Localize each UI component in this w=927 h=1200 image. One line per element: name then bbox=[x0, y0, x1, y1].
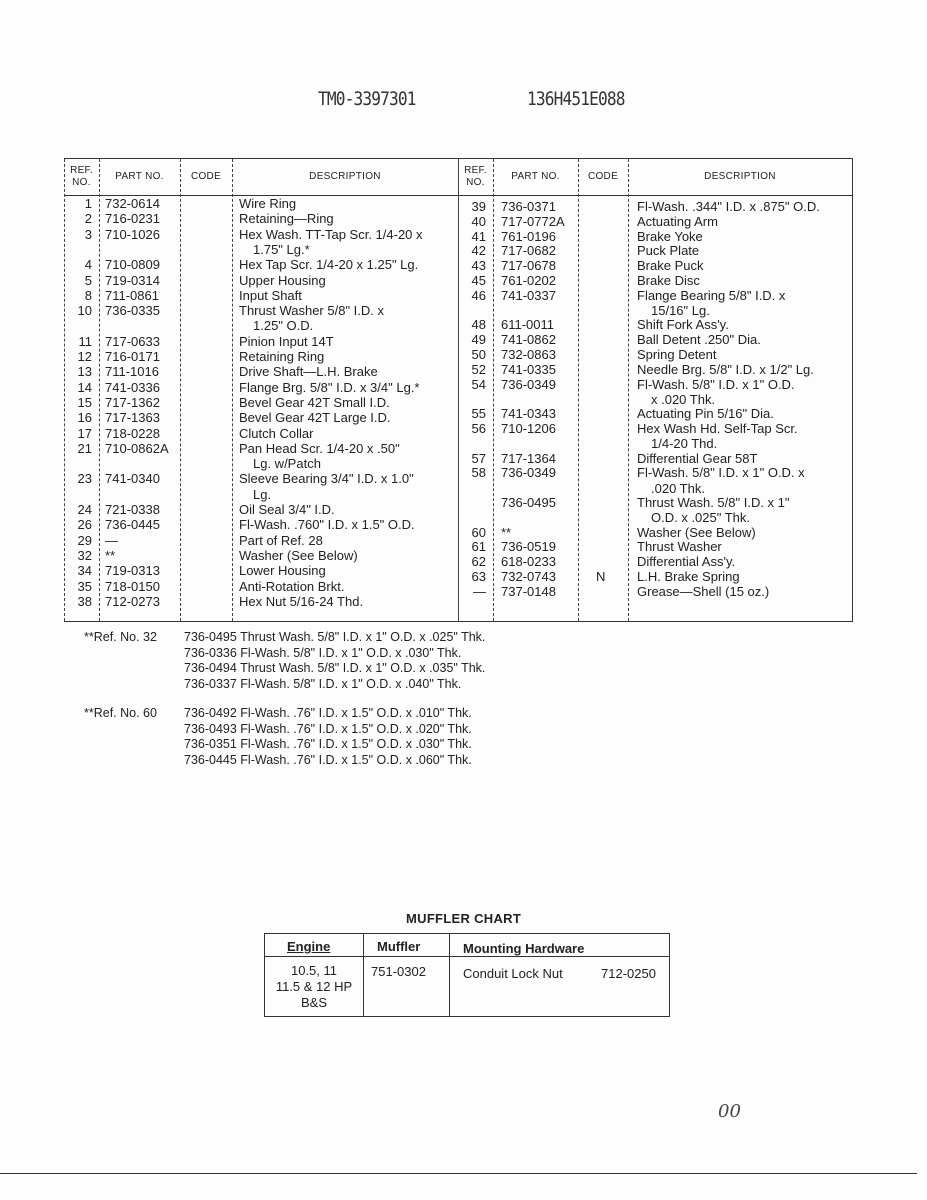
description-line: 15/16" Lg. bbox=[651, 303, 710, 318]
part-no: 717-1362 bbox=[105, 394, 160, 410]
ref-no: 57 bbox=[471, 450, 486, 466]
ref-no: 62 bbox=[471, 554, 486, 570]
ref-no: 55 bbox=[471, 406, 486, 422]
description-line: Input Shaft bbox=[239, 287, 302, 303]
description-line: Actuating Arm bbox=[637, 213, 718, 229]
ref-no: 21 bbox=[77, 440, 92, 456]
ref-no: 45 bbox=[471, 273, 486, 288]
description bbox=[239, 410, 391, 425]
ref-no: 16 bbox=[77, 410, 92, 426]
description bbox=[239, 273, 326, 288]
part-no: 736-0495 bbox=[501, 495, 556, 510]
description bbox=[239, 257, 418, 272]
description bbox=[239, 563, 326, 578]
part-no: 611-0011 bbox=[501, 317, 555, 333]
description bbox=[239, 380, 420, 395]
description bbox=[637, 584, 769, 599]
ref-no: 60 bbox=[471, 524, 486, 540]
part-no: 711-0861 bbox=[105, 287, 159, 303]
ref-no: 26 bbox=[77, 517, 92, 533]
description-line: x .020 Thk. bbox=[651, 391, 716, 407]
note-label: **Ref. No. 32 bbox=[84, 630, 157, 644]
ref-no: 63 bbox=[471, 569, 486, 584]
description bbox=[239, 502, 335, 517]
ref-no: 4 bbox=[84, 257, 92, 273]
ref-no: 50 bbox=[471, 347, 486, 362]
description-line: Thrust Washer 5/8" I.D. x bbox=[239, 303, 385, 319]
header-part-2: PART NO. bbox=[511, 171, 560, 182]
description bbox=[239, 364, 378, 379]
description-line: Washer (See Below) bbox=[637, 524, 756, 540]
description-line: Anti-Rotation Brkt. bbox=[239, 578, 345, 594]
description bbox=[239, 548, 358, 563]
note-line: 736-0493 Fl-Wash. .76" I.D. x 1.5" O.D. x .020" Thk. bbox=[184, 721, 472, 736]
part-no: 719-0313 bbox=[105, 563, 160, 579]
note-label: **Ref. No. 60 bbox=[84, 706, 157, 720]
description bbox=[239, 211, 334, 226]
part-no: 717-0678 bbox=[501, 258, 556, 274]
ref-no: 32 bbox=[77, 547, 92, 563]
muffler-chart-title: MUFFLER CHART bbox=[406, 911, 522, 926]
description bbox=[637, 258, 703, 273]
part-no: 710-0862A bbox=[105, 440, 169, 456]
description-line: Actuating Pin 5/16" Dia. bbox=[637, 406, 774, 422]
ref-no: 54 bbox=[471, 376, 486, 392]
part-no: ** bbox=[105, 547, 116, 563]
note-line: 736-0445 Fl-Wash. .76" I.D. x 1.5" O.D. x .060" Thk. bbox=[184, 752, 472, 767]
description bbox=[239, 334, 334, 349]
part-no: 732-0614 bbox=[105, 196, 160, 211]
header-ref-2: REF. NO. bbox=[464, 165, 487, 188]
header-description: DESCRIPTION bbox=[309, 171, 381, 182]
description bbox=[637, 347, 717, 362]
ref-no: 39 bbox=[471, 199, 486, 214]
description-line: Hex Wash. TT-Tap Scr. 1/4-20 x bbox=[239, 226, 423, 242]
part-no: 761-0202 bbox=[501, 273, 556, 288]
note-line: 736-0494 Thrust Wash. 5/8" I.D. x 1" O.D. x .035" Thk. bbox=[184, 661, 486, 675]
description-line: Lower Housing bbox=[239, 563, 326, 579]
description-line: Fl-Wash. .760" I.D. x 1.5" O.D. bbox=[239, 517, 415, 533]
description-line: Hex Wash Hd. Self-Tap Scr. bbox=[637, 421, 798, 436]
ref-no: 34 bbox=[77, 563, 92, 579]
description-line: O.D. x .025" Thk. bbox=[651, 510, 751, 526]
part-no: 741-0336 bbox=[105, 379, 160, 395]
description bbox=[637, 332, 761, 347]
description bbox=[239, 426, 313, 441]
ref-no: 58 bbox=[471, 465, 486, 481]
ref-no: — bbox=[473, 583, 486, 599]
description-line: Fl-Wash. .344" I.D. x .875" O.D. bbox=[637, 199, 820, 214]
ref-no: 61 bbox=[471, 539, 486, 555]
hardware-name: Conduit Lock Nut bbox=[463, 966, 563, 981]
ref-no: 13 bbox=[77, 364, 92, 380]
description bbox=[239, 594, 363, 609]
description-line: Bevel Gear 42T Large I.D. bbox=[239, 410, 391, 426]
description bbox=[637, 229, 703, 244]
ref-no: 49 bbox=[471, 332, 486, 348]
part-no: 741-0862 bbox=[501, 332, 556, 348]
description bbox=[637, 199, 820, 214]
part-no: 741-0335 bbox=[501, 361, 556, 377]
description-line: Brake Disc bbox=[637, 273, 700, 288]
muffler-part: 751-0302 bbox=[371, 964, 426, 979]
page-mark: 00 bbox=[718, 1101, 741, 1122]
description bbox=[637, 406, 774, 421]
note-line: 736-0495 Thrust Wash. 5/8" I.D. x 1" O.D. x .025" Thk. bbox=[184, 630, 486, 644]
part-no: 717-0682 bbox=[501, 243, 556, 259]
document-code-left: TM0-3397301 bbox=[318, 88, 416, 110]
description bbox=[239, 227, 423, 257]
part-no: 717-1363 bbox=[105, 410, 160, 426]
description-line: Thrust Washer bbox=[637, 539, 722, 555]
description-line: Flange Brg. 5/8" I.D. x 3/4" Lg.* bbox=[239, 379, 420, 395]
description bbox=[637, 214, 718, 229]
part-no: 716-0171 bbox=[105, 349, 160, 364]
description bbox=[637, 273, 700, 288]
part-no: 737-0148 bbox=[501, 583, 556, 599]
part-no: 710-1206 bbox=[501, 421, 556, 436]
ref-no: 41 bbox=[471, 228, 486, 244]
part-no: 736-0349 bbox=[501, 465, 556, 481]
ref-no: 12 bbox=[77, 349, 92, 364]
description bbox=[239, 471, 414, 501]
description-line: Flange Bearing 5/8" I.D. x bbox=[637, 287, 786, 303]
ref-no: 5 bbox=[84, 272, 92, 288]
description-line: Bevel Gear 42T Small I.D. bbox=[239, 394, 390, 410]
ref-no: 42 bbox=[471, 243, 486, 259]
muffler-chart bbox=[264, 933, 670, 1017]
note-line: 736-0337 Fl-Wash. 5/8" I.D. x 1" O.D. x .040" Thk. bbox=[184, 676, 462, 691]
description-line: Retaining—Ring bbox=[239, 211, 334, 227]
part-no: 717-0633 bbox=[105, 333, 160, 349]
part-no: 741-0343 bbox=[501, 406, 556, 422]
description-line: Needle Brg. 5/8" I.D. x 1/2" Lg. bbox=[637, 361, 814, 377]
header-ref: REF. NO. bbox=[70, 165, 93, 188]
header-part: PART NO. bbox=[115, 171, 164, 182]
description bbox=[637, 288, 785, 318]
description-line: Drive Shaft—L.H. Brake bbox=[239, 364, 378, 380]
ref-no: 15 bbox=[77, 394, 92, 410]
code: N bbox=[596, 569, 606, 584]
description-line: Wire Ring bbox=[239, 196, 297, 211]
description-line: Hex Nut 5/16-24 Thd. bbox=[239, 593, 364, 609]
ref-no: 52 bbox=[471, 361, 486, 377]
description-line: Hex Tap Scr. 1/4-20 x 1.25" Lg. bbox=[239, 257, 419, 273]
description-line: Fl-Wash. 5/8" I.D. x 1" O.D. x bbox=[637, 465, 805, 481]
ref-no: 29 bbox=[77, 532, 92, 548]
ref-no: 35 bbox=[77, 578, 92, 594]
part-no: 717-0772A bbox=[501, 213, 565, 229]
description bbox=[637, 317, 729, 332]
description bbox=[637, 362, 814, 377]
description-line: Fl-Wash. 5/8" I.D. x 1" O.D. bbox=[637, 376, 795, 392]
part-no: 716-0231 bbox=[105, 211, 160, 227]
hardware-part: 712-0250 bbox=[601, 966, 656, 981]
description bbox=[637, 525, 756, 540]
part-no: 741-0337 bbox=[501, 287, 556, 303]
description bbox=[637, 495, 790, 525]
description-line: .020 Thk. bbox=[651, 480, 705, 496]
part-no: 761-0196 bbox=[501, 228, 556, 244]
ref-no: 24 bbox=[77, 502, 92, 517]
description-line: Pan Head Scr. 1/4-20 x .50" bbox=[239, 440, 400, 456]
description-line: Ball Detent .250" Dia. bbox=[637, 332, 761, 348]
description bbox=[239, 517, 415, 532]
part-no: 732-0743 bbox=[501, 569, 556, 584]
muffler-header-muffler: Muffler bbox=[377, 939, 421, 954]
header-description-2: DESCRIPTION bbox=[704, 171, 776, 182]
description bbox=[637, 243, 699, 258]
ref-no: 10 bbox=[77, 303, 92, 319]
description-line: L.H. Brake Spring bbox=[637, 569, 740, 584]
description bbox=[239, 303, 384, 333]
description bbox=[239, 441, 400, 471]
ref-no: 17 bbox=[77, 425, 92, 441]
document-code-right: 136H451E088 bbox=[527, 88, 625, 110]
part-no: 711-1016 bbox=[105, 364, 159, 380]
description-line: Lg. bbox=[253, 486, 272, 502]
header-code-2: CODE bbox=[587, 171, 619, 182]
part-no: 710-1026 bbox=[105, 226, 160, 242]
description bbox=[637, 554, 735, 569]
part-no: 736-0335 bbox=[105, 303, 160, 319]
description-line: Differential Gear 58T bbox=[637, 450, 758, 466]
muffler-header-hardware: Mounting Hardware bbox=[463, 941, 585, 956]
description-line: Upper Housing bbox=[239, 272, 326, 288]
description-line: Pinion Input 14T bbox=[239, 333, 334, 349]
muffler-header-engine: Engine bbox=[287, 939, 331, 954]
description-line: Differential Ass'y. bbox=[637, 554, 736, 570]
description-line: Spring Detent bbox=[637, 347, 717, 362]
ref-no: 40 bbox=[471, 213, 486, 229]
part-no: 618-0233 bbox=[501, 554, 556, 570]
description-line: Lg. w/Patch bbox=[253, 456, 321, 471]
description bbox=[637, 539, 722, 554]
ref-no: 23 bbox=[77, 471, 92, 487]
ref-no: 11 bbox=[78, 333, 92, 349]
ref-no: 38 bbox=[77, 593, 92, 609]
part-no: 736-0349 bbox=[501, 376, 556, 392]
ref-no: 2 bbox=[84, 211, 92, 227]
description-line: Oil Seal 3/4" I.D. bbox=[239, 502, 335, 517]
part-no: 718-0228 bbox=[105, 425, 160, 441]
description-line: Thrust Wash. 5/8" I.D. x 1" bbox=[637, 495, 790, 510]
description-line: Brake Yoke bbox=[637, 228, 703, 244]
ref-no: 48 bbox=[471, 317, 486, 333]
part-no: 719-0314 bbox=[105, 272, 160, 288]
description-line: Retaining Ring bbox=[239, 349, 325, 364]
description-line: Shift Fork Ass'y. bbox=[637, 317, 729, 333]
part-no: 736-0519 bbox=[501, 539, 556, 555]
ref-no: 14 bbox=[77, 379, 92, 395]
description bbox=[637, 421, 798, 451]
description-line: Sleeve Bearing 3/4" I.D. x 1.0" bbox=[239, 471, 414, 487]
part-no: 741-0340 bbox=[105, 471, 160, 487]
part-no: ** bbox=[501, 524, 512, 540]
part-no: 712-0273 bbox=[105, 593, 160, 609]
description-line: Part of Ref. 28 bbox=[239, 532, 323, 548]
ref-no: 43 bbox=[471, 258, 486, 274]
description bbox=[637, 377, 795, 407]
description bbox=[239, 196, 296, 211]
part-no: 721-0338 bbox=[105, 502, 160, 517]
description-line: Grease—Shell (15 oz.) bbox=[637, 583, 770, 599]
description-line: Clutch Collar bbox=[239, 425, 314, 441]
note-line: 736-0351 Fl-Wash. .76" I.D. x 1.5" O.D. x .030" Thk. bbox=[184, 737, 472, 751]
description bbox=[637, 451, 757, 466]
description-line: Washer (See Below) bbox=[239, 547, 358, 563]
part-no: 710-0809 bbox=[105, 257, 160, 273]
footer-rule bbox=[0, 1173, 917, 1174]
note-line: 736-0492 Fl-Wash. .76" I.D. x 1.5" O.D. x .010" Thk. bbox=[184, 706, 472, 720]
part-no: 732-0863 bbox=[501, 347, 556, 362]
description bbox=[239, 349, 324, 364]
description bbox=[637, 465, 805, 495]
ref-no: 1 bbox=[84, 196, 92, 211]
ref-no: 46 bbox=[471, 287, 486, 303]
parts-table bbox=[64, 158, 853, 622]
note-line: 736-0336 Fl-Wash. 5/8" I.D. x 1" O.D. x .030" Thk. bbox=[184, 645, 462, 660]
description bbox=[239, 288, 302, 303]
description-line: 1.75" Lg.* bbox=[253, 241, 310, 257]
part-no: 736-0445 bbox=[105, 517, 160, 533]
description bbox=[239, 533, 323, 548]
muffler-engine: 10.5, 11 11.5 & 12 HP B&S bbox=[275, 963, 353, 1010]
description-line: Puck Plate bbox=[637, 243, 700, 259]
part-no: — bbox=[105, 532, 118, 548]
description bbox=[239, 395, 390, 410]
description-line: 1.25" O.D. bbox=[253, 318, 314, 334]
ref-no: 56 bbox=[471, 421, 486, 436]
description-line: 1/4-20 Thd. bbox=[651, 436, 718, 452]
description bbox=[637, 569, 740, 584]
part-no: 718-0150 bbox=[105, 578, 160, 594]
part-no: 717-1364 bbox=[501, 450, 556, 466]
part-no: 736-0371 bbox=[501, 199, 556, 214]
ref-no: 8 bbox=[84, 287, 92, 303]
ref-no: 3 bbox=[84, 226, 92, 242]
description bbox=[239, 579, 345, 594]
description-line: Brake Puck bbox=[637, 258, 704, 274]
header-code: CODE bbox=[190, 171, 222, 182]
